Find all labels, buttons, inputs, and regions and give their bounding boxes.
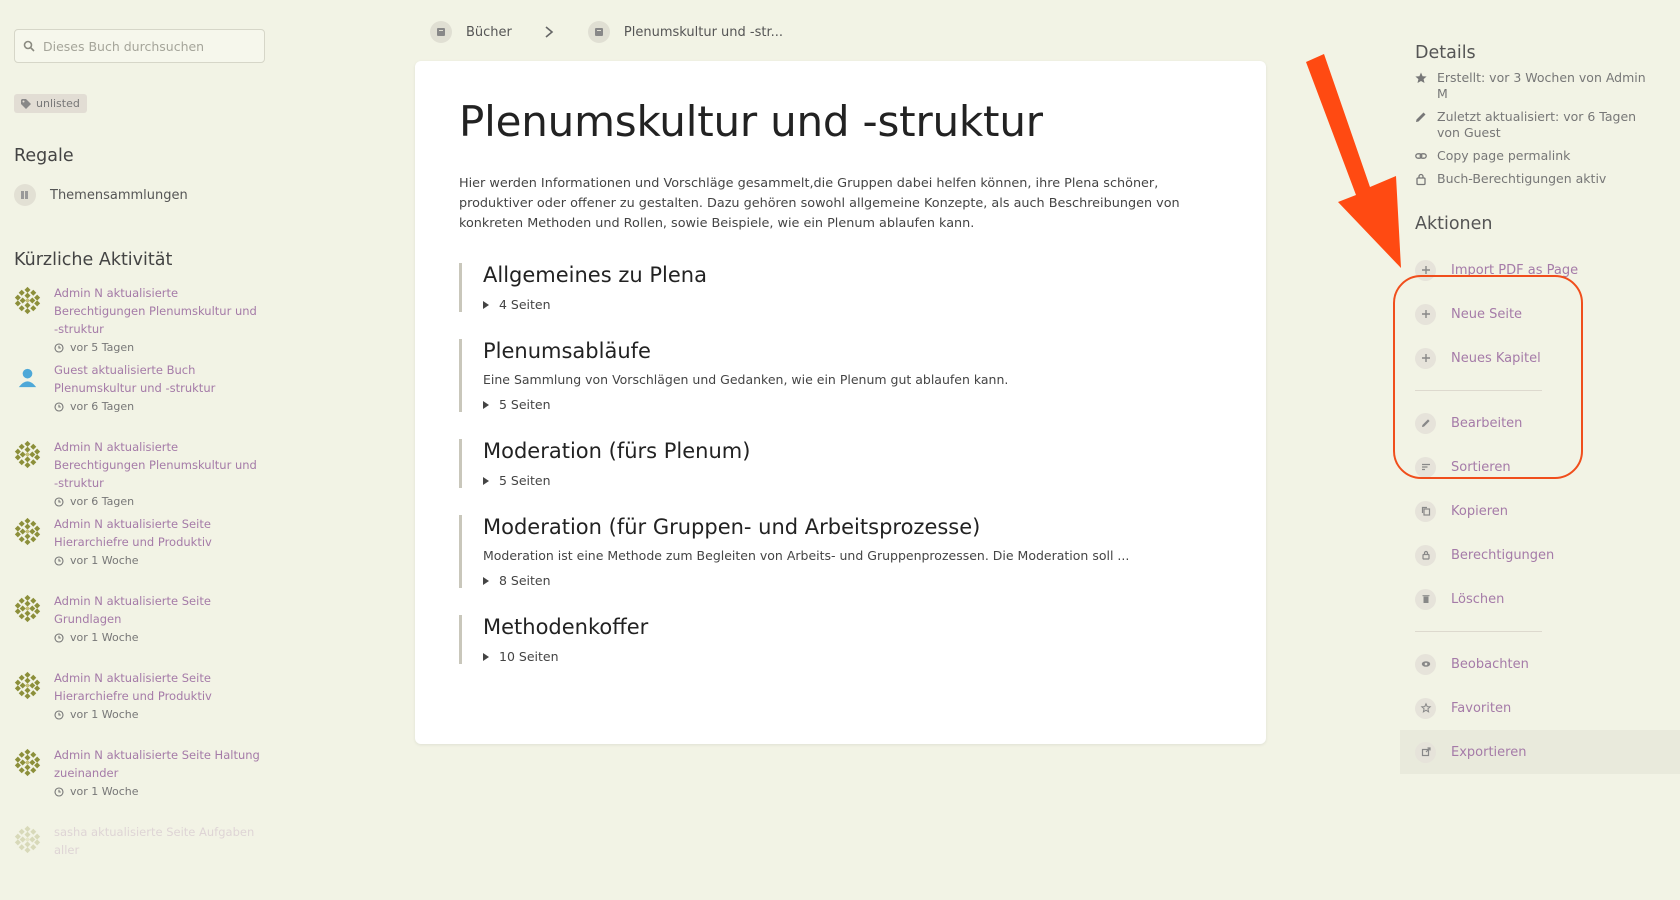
copy-label: Kopieren xyxy=(1451,503,1508,519)
clock-icon xyxy=(54,402,64,412)
activity-item xyxy=(14,592,265,669)
caret-right-icon xyxy=(483,477,489,485)
activity-title: Kürzliche Aktivität xyxy=(14,250,173,270)
tag-icon xyxy=(21,99,31,109)
copy-action[interactable] xyxy=(1415,489,1680,533)
activity-detail[interactable]: aktualisierte Berechtigungen Plenumskultur und -struktur xyxy=(54,440,257,490)
user-avatar xyxy=(14,287,41,314)
activity-message[interactable]: Guest xyxy=(54,363,88,377)
sort-label: Sortieren xyxy=(1451,459,1511,475)
chapter-item[interactable] xyxy=(459,515,1222,588)
activity-time-label: vor 1 Woche xyxy=(70,785,139,798)
activity-text[interactable] xyxy=(54,746,264,823)
chapter-pages-toggle[interactable] xyxy=(483,573,1222,588)
book-description: Hier werden Informationen und Vorschläge gesammelt,die Gruppen dabei helfen können, ihre Plena schöner, produktiver oder offener zu gestalten. Dazu gehören sowohl allgemeine Konzepte, als auch Beschreibungen von konkreten Methoden und Rollen, sowie Beispiele, wie ein Plenum ablaufen kann. xyxy=(459,176,1180,231)
activity-message[interactable]: Admin N xyxy=(54,440,103,454)
book-content-card xyxy=(415,61,1266,744)
created-text: Erstellt: vor 3 Wochen von Admin M xyxy=(1437,70,1646,101)
created-info xyxy=(1415,70,1680,102)
book-search-input[interactable] xyxy=(43,39,264,54)
chapter-page-count: 5 Seiten xyxy=(499,397,551,412)
import-pdf-label: Import PDF as Page xyxy=(1451,262,1579,278)
activity-item xyxy=(14,669,265,746)
shelf-label: Themensammlungen xyxy=(50,187,188,203)
activity-detail[interactable]: aktualisierte Seite Hierarchiefre und Produktiv xyxy=(54,671,212,703)
user-avatar xyxy=(14,518,41,545)
breadcrumb-books[interactable]: Bücher xyxy=(466,24,512,40)
bookshelf-icon xyxy=(14,184,36,206)
shelf-item[interactable] xyxy=(14,184,265,206)
chapter-pages-toggle[interactable] xyxy=(483,473,1222,488)
clock-icon xyxy=(54,497,64,507)
activity-time xyxy=(54,783,264,801)
updated-text: Zuletzt aktualisiert: vor 6 Tagen von Guest xyxy=(1437,109,1637,140)
copy-permalink[interactable] xyxy=(1415,148,1680,164)
activity-time xyxy=(54,552,264,570)
activity-item xyxy=(14,823,265,900)
activity-text[interactable] xyxy=(54,438,264,515)
export-action[interactable] xyxy=(1400,730,1680,774)
chapter-item[interactable] xyxy=(459,263,1222,312)
caret-right-icon xyxy=(483,577,489,585)
breadcrumb xyxy=(430,21,783,43)
updated-info xyxy=(1415,109,1680,141)
activity-time xyxy=(54,706,264,724)
export-label: Exportieren xyxy=(1451,744,1527,760)
books-icon xyxy=(430,21,452,43)
user-avatar xyxy=(14,826,41,853)
activity-detail[interactable]: aktualisierte Berechtigungen Plenumskultur und -struktur xyxy=(54,286,257,336)
activity-text[interactable] xyxy=(54,592,264,669)
chapter-page-count: 8 Seiten xyxy=(499,573,551,588)
activity-time-label: vor 5 Tagen xyxy=(70,341,135,354)
activity-time-label: vor 1 Woche xyxy=(70,708,139,721)
user-avatar xyxy=(14,595,41,622)
activity-message[interactable]: Admin N xyxy=(54,748,103,762)
user-avatar xyxy=(14,749,41,776)
chapter-item[interactable] xyxy=(459,615,1222,664)
chapter-title[interactable]: Methodenkoffer xyxy=(483,615,649,639)
activity-detail[interactable]: aktualisierte Buch Plenumskultur und -struktur xyxy=(54,363,216,395)
chapter-page-count: 10 Seiten xyxy=(499,649,559,664)
left-sidebar xyxy=(14,29,265,900)
chapter-item[interactable] xyxy=(459,339,1222,412)
activity-time-label: vor 6 Tagen xyxy=(70,400,135,413)
actions-title: Aktionen xyxy=(1415,214,1493,234)
activity-item xyxy=(14,361,265,438)
chapter-description: Eine Sammlung von Vorschlägen und Gedanken, wie ein Plenum gut ablaufen kann. xyxy=(483,372,1009,387)
activity-time xyxy=(54,398,264,416)
divider xyxy=(1415,631,1542,632)
activity-time-label: vor 1 Woche xyxy=(70,554,139,567)
annotation-arrow xyxy=(1300,52,1420,274)
chapter-item[interactable] xyxy=(459,439,1222,488)
edit-label: Bearbeiten xyxy=(1451,415,1523,431)
trash-icon xyxy=(1415,589,1436,610)
export-icon xyxy=(1415,742,1436,763)
shelves-title: Regale xyxy=(14,146,74,166)
user-avatar xyxy=(14,441,41,468)
search-icon xyxy=(23,40,35,52)
caret-right-icon xyxy=(483,401,489,409)
book-icon xyxy=(588,21,610,43)
book-title: Plenumskultur und -struktur xyxy=(459,97,1043,146)
permissions-label: Berechtigungen xyxy=(1451,547,1555,563)
activity-detail[interactable]: aktualisierte Seite Hierarchiefre und Produktiv xyxy=(54,517,212,549)
permissions-text: Buch-Berechtigungen aktiv xyxy=(1437,171,1607,186)
permissions-action[interactable] xyxy=(1415,533,1680,577)
user-avatar xyxy=(14,672,41,699)
new-page-label: Neue Seite xyxy=(1451,306,1523,322)
clock-icon xyxy=(54,343,64,353)
chapter-page-count: 5 Seiten xyxy=(499,473,551,488)
star-icon xyxy=(1415,698,1436,719)
delete-label: Löschen xyxy=(1451,591,1505,607)
copy-icon xyxy=(1415,501,1436,522)
permalink-text[interactable]: Copy page permalink xyxy=(1437,148,1571,163)
activity-detail[interactable]: aktualisierte Seite Haltung zueinander xyxy=(54,748,260,780)
activity-text[interactable] xyxy=(54,669,264,746)
chapter-list xyxy=(459,263,1222,664)
chapter-title[interactable]: Allgemeines zu Plena xyxy=(483,263,707,287)
activity-message[interactable]: Admin N xyxy=(54,517,103,531)
chapter-title[interactable]: Plenumsabläufe xyxy=(483,339,651,363)
watch-label: Beobachten xyxy=(1451,656,1529,672)
activity-time xyxy=(54,339,264,357)
activity-message[interactable]: Admin N xyxy=(54,286,103,300)
activity-text[interactable] xyxy=(54,823,264,900)
chapter-title[interactable]: Moderation (für Gruppen- und Arbeitsprozesse) xyxy=(483,515,981,539)
eye-icon xyxy=(1415,654,1436,675)
activity-message[interactable]: sasha xyxy=(54,825,88,839)
activity-detail[interactable]: aktualisierte Seite Aufgaben aller xyxy=(54,825,255,857)
activity-item xyxy=(14,284,265,361)
activity-list xyxy=(14,284,265,900)
activity-item xyxy=(14,515,265,592)
activity-message[interactable]: Admin N xyxy=(54,671,103,685)
activity-message[interactable]: Admin N xyxy=(54,594,103,608)
annotation-highlight xyxy=(1393,275,1583,479)
tag-badge[interactable] xyxy=(14,94,87,113)
activity-item xyxy=(14,438,265,515)
lock-icon xyxy=(1415,545,1436,566)
clock-icon xyxy=(54,633,64,643)
tag-label: unlisted xyxy=(36,97,80,110)
watch-action[interactable] xyxy=(1415,642,1680,686)
chapter-pages-toggle[interactable] xyxy=(483,649,1222,664)
activity-text[interactable] xyxy=(54,515,264,592)
delete-action[interactable] xyxy=(1415,577,1680,621)
breadcrumb-book[interactable]: Plenumskultur und -str... xyxy=(623,24,784,40)
caret-right-icon xyxy=(483,653,489,661)
permissions-info xyxy=(1415,171,1680,187)
chapter-pages-toggle[interactable] xyxy=(483,297,1222,312)
book-search[interactable] xyxy=(14,29,265,63)
favorites-label: Favoriten xyxy=(1451,700,1512,716)
clock-icon xyxy=(54,710,64,720)
details-title: Details xyxy=(1415,43,1476,63)
activity-time-label: vor 1 Woche xyxy=(70,631,139,644)
activity-detail[interactable]: aktualisierte Seite Grundlagen xyxy=(54,594,211,626)
activity-time xyxy=(54,629,264,647)
activity-text[interactable] xyxy=(54,361,264,438)
activity-item xyxy=(14,746,265,823)
caret-right-icon xyxy=(483,301,489,309)
user-avatar xyxy=(14,364,41,391)
chapter-description: Moderation ist eine Methode zum Begleiten von Arbeits- und Gruppenprozessen. Die Moderation soll ... xyxy=(483,548,1130,563)
clock-icon xyxy=(54,556,64,566)
activity-text[interactable] xyxy=(54,284,264,361)
chapter-title[interactable]: Moderation (fürs Plenum) xyxy=(483,439,751,463)
chevron-right-icon xyxy=(544,26,554,38)
favorites-action[interactable] xyxy=(1415,686,1680,730)
activity-time xyxy=(54,493,264,511)
chapter-page-count: 4 Seiten xyxy=(499,297,551,312)
clock-icon xyxy=(54,787,64,797)
activity-time-label: vor 6 Tagen xyxy=(70,495,135,508)
chapter-pages-toggle[interactable] xyxy=(483,397,1222,412)
new-chapter-label: Neues Kapitel xyxy=(1451,350,1541,366)
